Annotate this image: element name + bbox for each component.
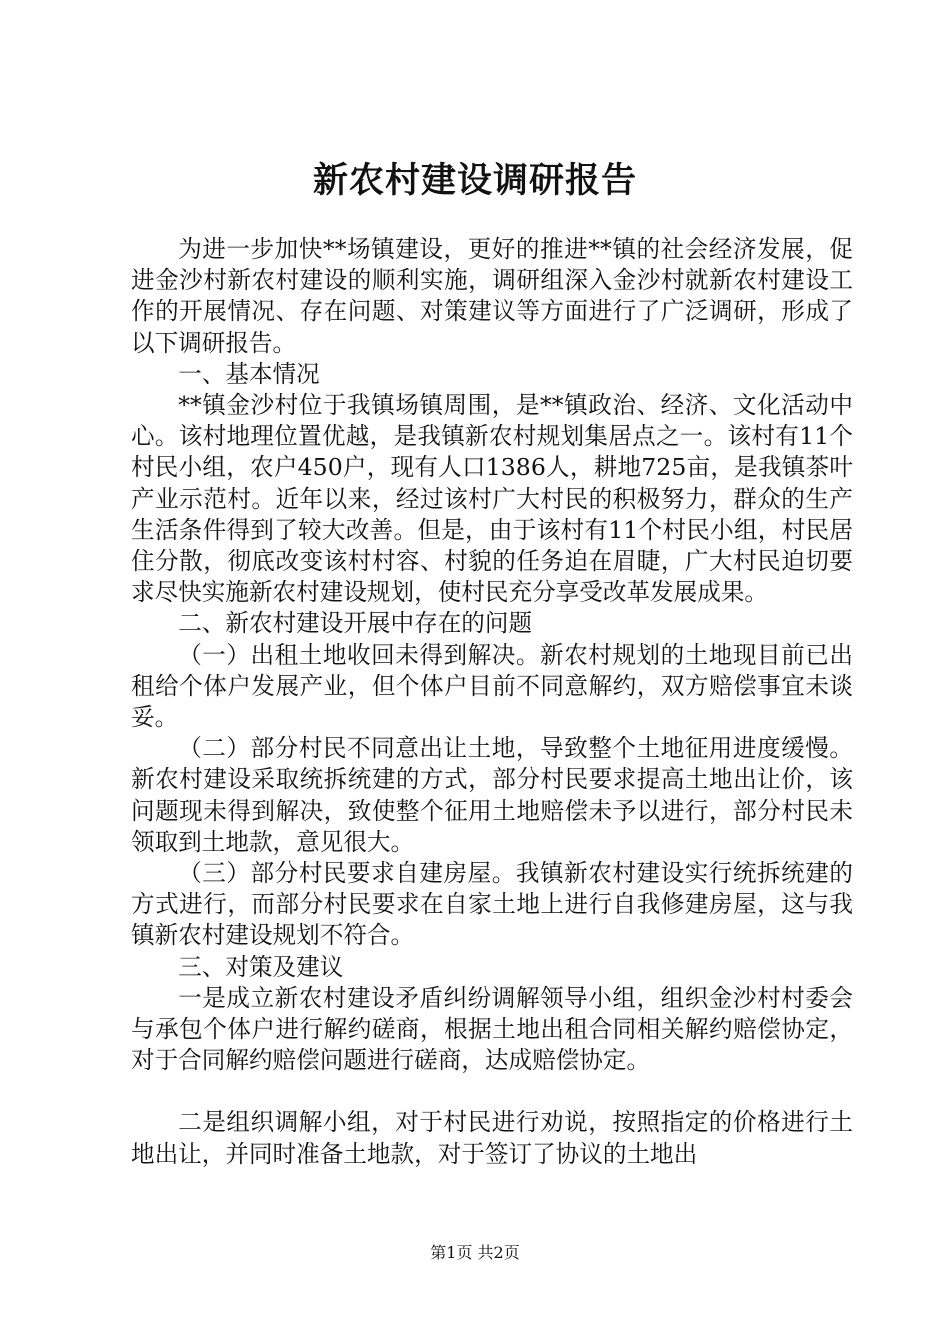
heading-basic-situation: 一、基本情况 bbox=[178, 359, 320, 388]
document-body bbox=[131, 234, 853, 1170]
heading-problems: 二、新农村建设开展中存在的问题 bbox=[178, 609, 533, 638]
paragraph-intro: 为进一步加快**场镇建设，更好的推进**镇的社会经济发展，促进金沙村新农村建设的顺利实施，调研组深入金沙村就新农村建设工作的开展情况、存在问题、对策建议等方面进行了广泛调研，形成了以下调研报告。 bbox=[131, 235, 853, 357]
paragraph-problem-1: （一）出租土地收回未得到解决。新农村规划的土地现目前已出租给个体户发展产业，但个体户目前不同意解约，双方赔偿事宜未谈妥。 bbox=[131, 640, 853, 732]
paragraph-problem-2: （二）部分村民不同意出让土地，导致整个土地征用进度缓慢。新农村建设采取统拆统建的方式，部分村民要求提高土地出让价，该问题现未得到解决，致使整个征用土地赔偿未予以进行，部分村民未领取到土地款，意见很大。 bbox=[131, 734, 853, 856]
paragraph-suggestion-2: 二是组织调解小组，对于村民进行劝说，按照指定的价格进行土地出让，并同时准备土地款，对于签订了协议的土地出 bbox=[131, 1108, 853, 1168]
paragraph-basic-situation: **镇金沙村位于我镇场镇周围，是**镇政治、经济、文化活动中心。该村地理位置优越，是我镇新农村规划集居点之一。该村有11个村民小组，农户450户，现有人口1386人，耕地725亩，是我镇茶叶产业示范村。近年以来，经过该村广大村民的积极努力，群众的生产生活条件得到了较大改善。但是，由于该村有11个村民小组，村民居住分散，彻底改变该村村容、村貌的任务迫在眉睫，广大村民迫切要求尽快实施新农村建设规划，使村民充分享受改革发展成果。 bbox=[131, 391, 853, 607]
heading-suggestions: 三、对策及建议 bbox=[178, 952, 344, 981]
page-number: 第1页 共2页 bbox=[430, 1243, 520, 1262]
document-title: 新农村建设调研报告 bbox=[312, 160, 637, 201]
paragraph-problem-3: （三）部分村民要求自建房屋。我镇新农村建设实行统拆统建的方式进行，而部分村民要求在自家土地上进行自我修建房屋，这与我镇新农村建设规划不符合。 bbox=[131, 859, 853, 950]
paragraph-suggestion-1: 一是成立新农村建设矛盾纠纷调解领导小组，组织金沙村村委会与承包个体户进行解约磋商，根据土地出租合同相关解约赔偿协定，对于合同解约赔偿问题进行磋商，达成赔偿协定。 bbox=[131, 983, 853, 1075]
